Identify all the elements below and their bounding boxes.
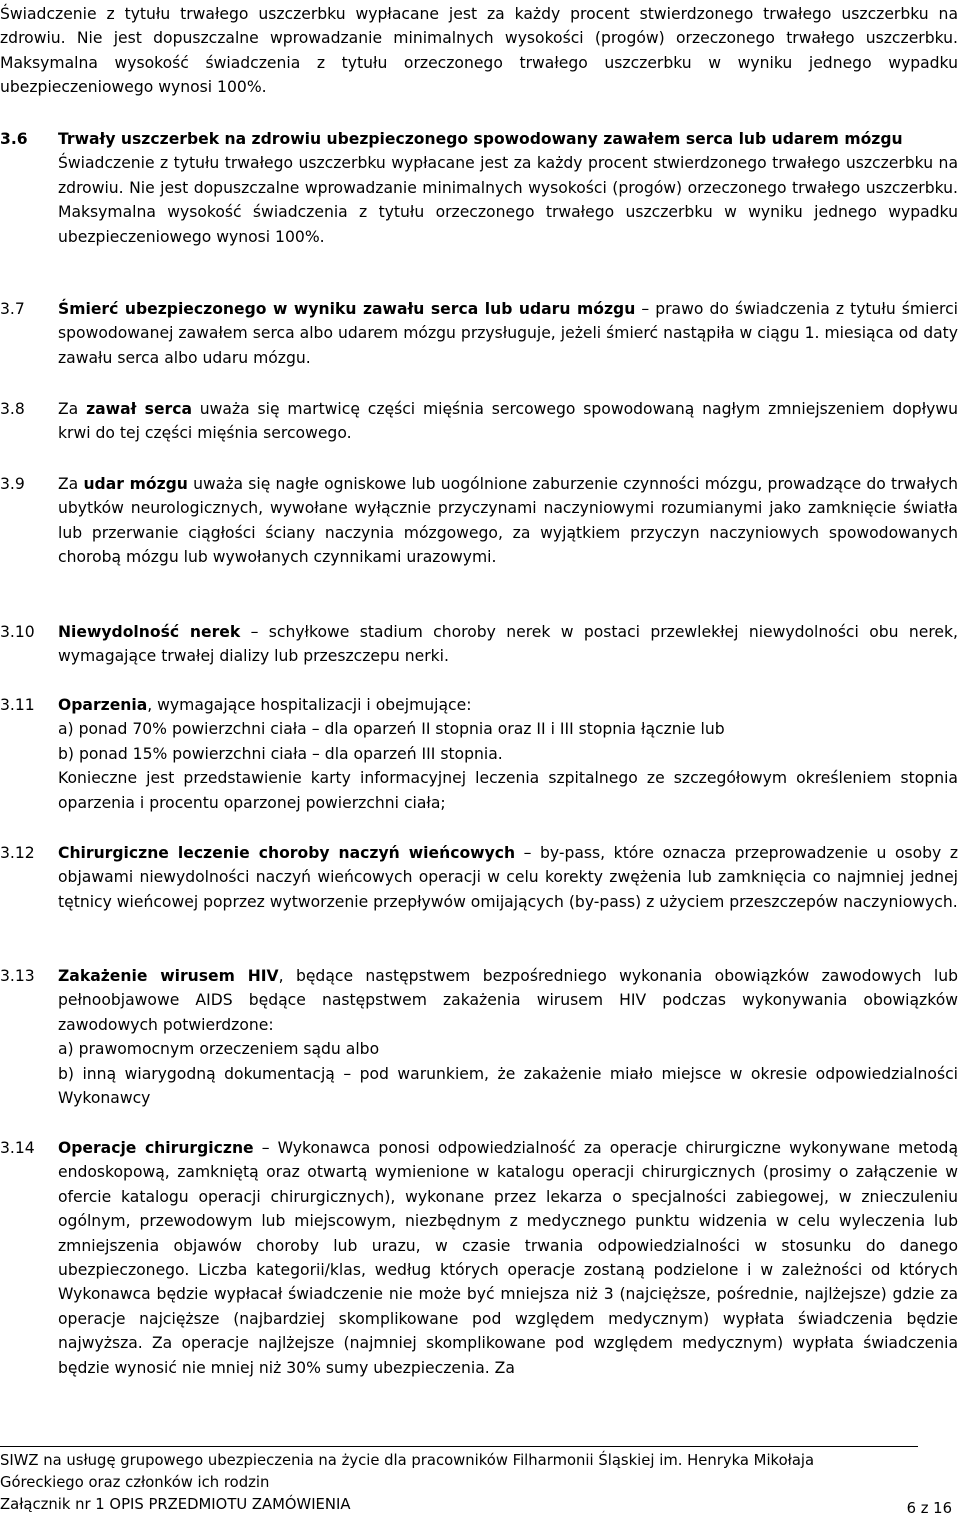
section-text: uważa się nagłe ogniskowe lub uogólnione zaburzenie czynności mózgu, prowadzące do trwałych ubytków neurologicznych, wywołane wyłącznie przyczynami naczyniowymi rozumianymi jako zamknięcie światła lub przerwanie ciągłości ściany naczynia mózgowego, za wyjątkiem przyczyn naczyniowych spowodowanych chorobą mózgu lub wywołanych czynnikami urazowymi.: [58, 475, 958, 567]
section-title: Trwały uszczerbek na zdrowiu ubezpieczonego spowodowany zawałem serca lub udarem mózgu: [58, 130, 903, 148]
section-prefix: Za: [58, 400, 87, 418]
defined-term: Niewydolność nerek: [58, 623, 241, 641]
section-3-8: [0, 397, 958, 446]
section-number: 3.8: [0, 400, 25, 418]
section-3-14: [0, 1136, 958, 1380]
defined-term: zawał serca: [86, 400, 192, 418]
section-body: Świadczenie z tytułu trwałego uszczerbku wypłacane jest za każdy procent stwierdzonego trwałego uszczerbku na zdrowiu. Nie jest dopuszczalne wprowadzanie minimalnych wysokości (progów) orzeczonego trwałego uszczerbku. Maksymalna wysokość świadczenia z tytułu orzeczonego trwałego uszczerbku w wyniku jednego wypadku ubezpieczeniowego wynosi 100%.: [58, 154, 958, 246]
section-text: , wymagające hospitalizacji i obejmujące:: [147, 696, 472, 714]
defined-term: Chirurgiczne leczenie choroby naczyń wieńcowych: [58, 844, 516, 862]
section-number: 3.11: [0, 696, 35, 714]
section-3-9: [0, 472, 958, 570]
section-number: 3.7: [0, 300, 25, 318]
section-number: 3.6: [0, 130, 28, 148]
list-item-b: b) inną wiarygodną dokumentacją – pod warunkiem, że zakażenie miało miejsce w okresie odpowiedzialności Wykonawcy: [58, 1064, 958, 1108]
section-3-13: [0, 964, 958, 1110]
section-text: – Wykonawca ponosi odpowiedzialność za operacje chirurgiczne wykonywane metodą endoskopową, zamkniętą oraz otwartą wymienione w katalogu operacji chirurgicznych (prosimy o załączenie w ofercie katalogu operacji chirurgicznych), wykonane przez lekarza o specjalności zabiegowej, w znieczuleniu ogólnym, przewodowym lub miejscowym, niezbędnym z medycznego punktu widzenia w celu wyleczenia lub zmniejszenia objawów choroby lub urazu, w czasie trwania odpowiedzialności w stosunku do danego ubezpieczonego. Liczba kategorii/klas, według których operacje zostaną podzielone i w zależności od których Wykonawca będzie wypłacał świadczenie nie może być mniejsza niż 3 (najcięższe, pośrednie, najlżejsze) gdzie za operacje najcięższe (najbardziej skomplikowane pod względem medycznym) wypłata świadczenia będzie najwyższa. Za operacje najlżejsze (najmniej skomplikowane pod względem medycznym) wypłata świadczenia będzie wynosić nie mniej niż 30% sumy ubezpieczenia. Za: [58, 1139, 958, 1377]
list-item-a: a) ponad 70% powierzchni ciała – dla oparzeń II stopnia oraz II i III stopnia łącznie lub: [58, 720, 725, 739]
defined-term: Śmierć ubezpieczonego w wyniku zawału serca lub udaru mózgu: [58, 300, 636, 318]
section-3-7: [0, 297, 958, 370]
section-number: 3.10: [0, 623, 35, 641]
footer-divider: [0, 1446, 918, 1447]
section-3-10: [0, 620, 958, 669]
section-number: 3.13: [0, 967, 35, 985]
section-text: – schyłkowe stadium choroby nerek w postaci przewlekłej niewydolności obu nerek, wymagające trwałej dializy lub przeszczepu nerki.: [58, 623, 958, 666]
footer-attachment-label: Załącznik nr 1 OPIS PRZEDMIOTU ZAMÓWIENIA: [0, 1496, 351, 1513]
section-3-12: [0, 841, 958, 914]
section-number: 3.14: [0, 1139, 35, 1157]
page-number: 6 z 16: [906, 1500, 952, 1517]
section-number: 3.9: [0, 475, 25, 493]
section-text: , będące następstwem bezpośredniego wykonania obowiązków zawodowych lub pełnoobjawowe AIDS będące następstwem zakażenia wirusem HIV podczas wykonywania obowiązków zawodowych potwierdzone:: [58, 967, 958, 1034]
footer-title-line-1: SIWZ na usługę grupowego ubezpieczenia na życie dla pracowników Filharmonii Śląskiej im. Henryka Mikołaja: [0, 1452, 815, 1469]
list-item-a: a) prawomocnym orzeczeniem sądu albo: [58, 1040, 380, 1059]
section-3-11: [0, 693, 958, 815]
footer-title-line-2: Góreckiego oraz członków ich rodzin: [0, 1474, 270, 1491]
list-item-b: b) ponad 15% powierzchni ciała – dla oparzeń III stopnia.: [58, 744, 503, 763]
section-number: 3.12: [0, 844, 35, 862]
defined-term: udar mózgu: [83, 475, 188, 493]
section-text: – prawo do świadczenia z tytułu śmierci spowodowanej zawałem serca albo udarem mózgu przysługuje, jeżeli śmierć nastąpiła w ciągu 1. miesiąca od daty zawału serca albo udaru mózgu.: [58, 300, 959, 367]
section-note: Konieczne jest przedstawienie karty informacyjnej leczenia szpitalnego ze szczegółowym określeniem stopnia oparzenia i procentu oparzonej powierzchni ciała;: [58, 769, 958, 812]
defined-term: Oparzenia: [58, 696, 148, 714]
section-prefix: Za: [58, 475, 84, 493]
section-text: uważa się martwicę części mięśnia sercowego spowodowaną nagłym zmniejszeniem dopływu krwi do tej części mięśnia sercowego.: [58, 400, 958, 443]
section-text: – by-pass, które oznacza przeprowadzenie u osoby z objawami niewydolności naczyń wieńcowych operacji w celu korekty zwężenia lub zamknięcia co najmniej jednej tętnicy wieńcowej poprzez wytworzenie przepływów omijających (by-pass) z użyciem przeszczepów naczyniowych.: [58, 844, 959, 911]
defined-term: Operacje chirurgiczne: [58, 1139, 254, 1157]
continuation-paragraph: Świadczenie z tytułu trwałego uszczerbku wypłacane jest za każdy procent stwierdzonego trwałego uszczerbku na zdrowiu. Nie jest dopuszczalne wprowadzanie minimalnych wysokości (progów) orzeczonego trwałego uszczerbku. Maksymalna wysokość świadczenia z tytułu orzeczonego trwałego uszczerbku w wyniku jednego wypadku ubezpieczeniowego wynosi 100%.: [0, 5, 958, 97]
section-3-6: [0, 127, 958, 249]
defined-term: Zakażenie wirusem HIV: [58, 967, 279, 985]
